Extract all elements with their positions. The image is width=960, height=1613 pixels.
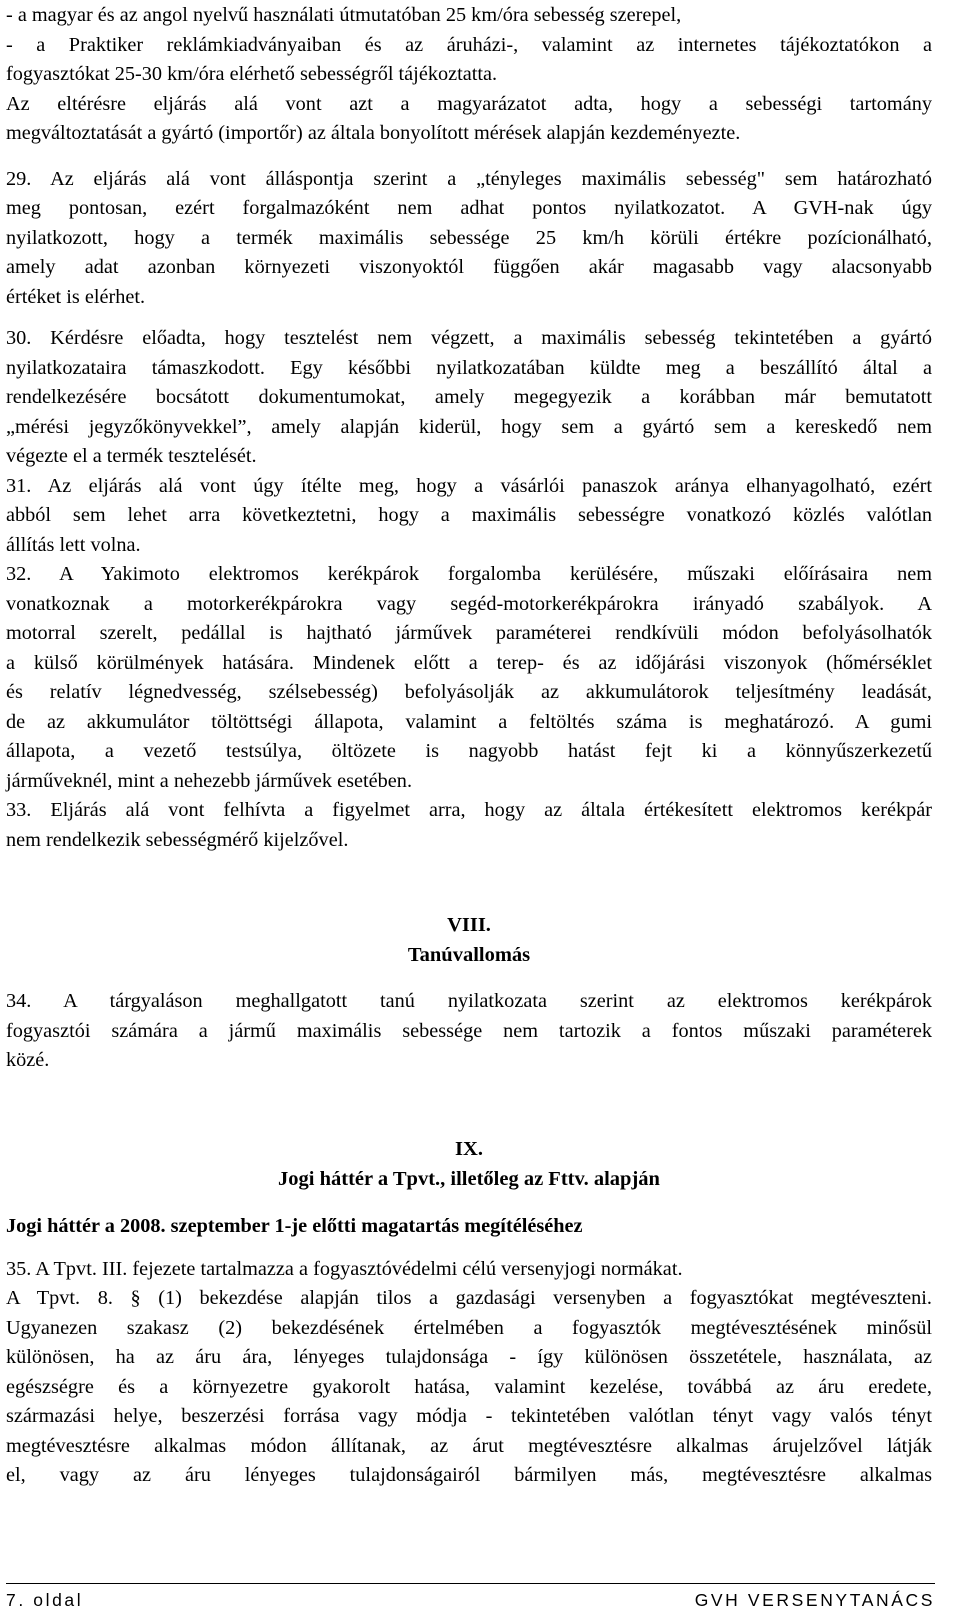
text-line: állítás lett volna. (6, 533, 141, 556)
section-title: Jogi háttér a Tpvt., illetőleg az Fttv. alapján (278, 1167, 660, 1190)
text-line: és relatív légnedvesség, szélsebesség) befolyásolják az akkumulátorok teljesítmény leadását, (6, 681, 932, 703)
text-line: - a magyar és az angol nyelvű használati útmutatóban 25 km/óra sebesség szerepel, (6, 4, 682, 26)
text-line: abból sem lehet arra következtetni, hogy a maximális sebességre vonatkozó közlés valótlan (6, 504, 932, 526)
text-line: fogyasztói számára a jármű maximális sebessége nem tartozik a fontos műszaki paraméterek (6, 1019, 932, 1042)
text-line: rendelkezésére bocsátott dokumentumokat, amely megegyezik a korábban már bemutatott (6, 386, 932, 408)
paragraph-29 (6, 159, 932, 313)
text-line: egészségre és a környezetre gyakorolt hatása, valamint kezelése, továbbá az áru eredete, (6, 1375, 932, 1398)
subheading: Jogi háttér a 2008. szeptember 1-je előtti magatartás megítéléséhez (6, 1214, 583, 1237)
text-line: közé. (6, 1049, 50, 1071)
text-line: 29. Az eljárás alá vont álláspontja szerint a „tényleges maximális sebesség" sem határozható (6, 167, 932, 190)
text-line: de az akkumulátor töltöttségi állapota, valamint a feltöltés száma is meghatározó. A gumi (6, 710, 932, 733)
text-line: A Tpvt. 8. § (1) bekezdése alapján tilos a gazdasági versenyben a fogyasztókat megtéveszteni. (6, 1287, 932, 1309)
text-line: „mérési jegyzőkönyvekkel”, amely alapján kiderül, hogy sem a gyártó sem a kereskedő nem (6, 415, 932, 438)
text-line: 32. A Yakimoto elektromos kerékpárok forgalomba kerülésére, műszaki előírásaira nem (6, 563, 932, 585)
text-line: a külső körülmények hatására. Mindenek előtt a terep- és az időjárási viszonyok (hőmérséklet (6, 651, 932, 674)
text-line: 30. Kérdésre előadta, hogy tesztelést nem végzett, a maximális sebesség tekintetében a gyártó (6, 327, 932, 349)
text-line: állapota, a vezető testsúlya, öltözete is nagyobb hatást fejt ki a könnyűszerkezetű (6, 740, 932, 762)
section-viii-heading (6, 910, 932, 970)
text-line: el, vagy az áru lényeges tulajdonságairól bármilyen más, megtévesztésre alkalmas (6, 1464, 932, 1486)
text-line: 35. A Tpvt. III. fejezete tartalmazza a fogyasztóvédelmi célú versenyjogi normákat. (6, 1257, 683, 1280)
text-line: - a Praktiker reklámkiadványaiban és az áruházi-, valamint az internetes tájékoztatókon a (6, 33, 932, 56)
section-title: Tanúvallomás (407, 944, 531, 966)
text-line: 31. Az eljárás alá vont úgy ítélte meg, hogy a vásárlói panaszok aránya elhanyagolható, ezért (6, 474, 932, 497)
paragraph-35 (6, 1255, 932, 1491)
text-line: motorral szerelt, pedállal is hajtható járművek paraméterei rendkívüli módon befolyásolhatók (6, 622, 932, 644)
section-numeral: VIII. (447, 914, 491, 936)
paragraphs-30-33 (6, 324, 932, 855)
text-line: nyilatkozataira támaszkodott. Egy későbbi nyilatkozatában küldte meg a beszállító által a (6, 356, 932, 379)
text-line: különösen, ha az áru ára, lényeges tulajdonsága - így különösen összetétele, használata, az (6, 1346, 932, 1368)
text-line: értéket is elérhet. (6, 285, 146, 308)
text-line: nem rendelkezik sebességmérő kijelzővel. (6, 828, 349, 851)
text-line: megtévesztésre alkalmas módon állítanak, az árut megtévesztésre alkalmas árujelzővel látják (6, 1434, 932, 1457)
section-ix-heading (6, 1134, 932, 1194)
text-line: amely adat azonban környezeti viszonyoktól függően akár magasabb vagy alacsonyabb (6, 256, 932, 278)
text-line: Az eltérésre eljárás alá vont azt a magyarázatot adta, hogy a sebességi tartomány (6, 92, 932, 115)
page-number: 7. oldal (6, 1590, 84, 1610)
text-line: 34. A tárgyaláson meghallgatott tanú nyilatkozata szerint az elektromos kerékpárok (6, 990, 932, 1012)
text-line: nyilatkozott, hogy a termék maximális sebessége 25 km/h körüli értékre pozícionálható, (6, 226, 932, 249)
section-numeral: IX. (455, 1137, 483, 1160)
text-line: fogyasztókat 25-30 km/óra elérhető sebességről tájékoztatta. (6, 63, 498, 85)
text-line: vonatkoznak a motorkerékpárokra vagy segéd-motorkerékpárokra irányadó szabályok. A (6, 592, 932, 615)
document-body (6, 0, 932, 1491)
text-line: járműveknél, mint a nehezebb járművek esetében. (6, 769, 413, 792)
organization-name: GVH VERSENYTANÁCS (694, 1590, 935, 1610)
text-line: meg pontosan, ezért forgalmazóként nem adhat pontos nyilatkozatot. A GVH-nak úgy (6, 197, 932, 219)
intro-block (6, 0, 932, 149)
text-line: végezte el a termék tesztelését. (6, 445, 257, 467)
text-line: származási helye, beszerzési forrása vagy módja - tekintetében valótlan tényt vagy valós tényt (6, 1405, 932, 1427)
paragraph-34 (6, 987, 932, 1076)
text-line: 33. Eljárás alá vont felhívta a figyelmet arra, hogy az általa értékesített elektromos kerékpár (6, 799, 932, 821)
text-line: megváltoztatását a gyártó (importőr) az általa bonyolított mérések alapján kezdeményezte. (6, 122, 741, 144)
text-line: Ugyanezen szakasz (2) bekezdésének értelmében a fogyasztók megtévesztésének minősül (6, 1316, 932, 1339)
footer-divider (6, 1583, 935, 1584)
